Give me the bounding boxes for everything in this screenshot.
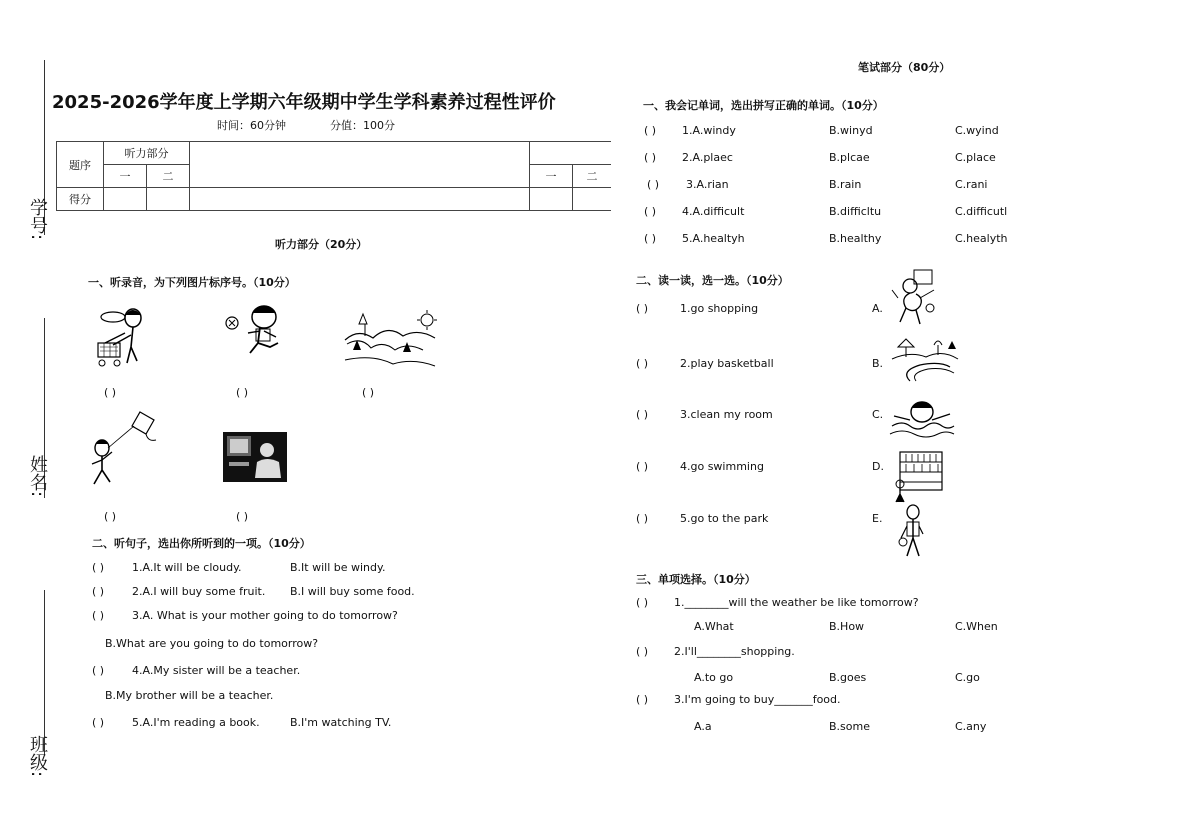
spell-item-5-c: C.healyth: [955, 232, 1008, 245]
girl-shopping-cart-picture: [95, 305, 157, 373]
student-name-label: 姓名:: [27, 455, 48, 498]
exam-title: 2025-2026学年度上学期六年级期中学生学科素养过程性评价: [52, 92, 556, 113]
match-item-3-paren[interactable]: ( ): [636, 408, 649, 421]
spell-item-5-b: B.healthy: [829, 232, 882, 245]
boy-playing-football-picture: [220, 303, 286, 359]
listen-item-2-paren[interactable]: ( ): [92, 585, 105, 598]
match-item-5-text: 5.go to the park: [680, 512, 769, 525]
spell-item-5-a: 5.A.healtyh: [682, 232, 745, 245]
choice-item-1-paren[interactable]: ( ): [636, 596, 649, 609]
listening-title: 听力部分（20分）: [275, 238, 368, 251]
spell-item-2-paren[interactable]: ( ): [644, 151, 657, 164]
spell-item-3-a: 3.A.rian: [686, 178, 729, 191]
spell-item-1-c: C.wyind: [955, 124, 999, 137]
match-item-1-paren[interactable]: ( ): [636, 302, 649, 315]
match-item-4-paren[interactable]: ( ): [636, 460, 649, 473]
match-item-2-text: 2.play basketball: [680, 357, 774, 370]
listen-item-4-b: B.My brother will be a teacher.: [105, 689, 274, 702]
match-option-e: E.: [872, 512, 883, 525]
exam-time: 时间：60分钟: [217, 119, 286, 132]
spell-item-4-a: 4.A.difficult: [682, 205, 745, 218]
spell-item-2-a: 2.A.plaec: [682, 151, 733, 164]
spell-item-3-c: C.rani: [955, 178, 988, 191]
choice-item-3-question: 3.I'm going to buy_______food.: [674, 693, 841, 706]
choice-item-1-c: C.When: [955, 620, 998, 633]
listening-part-header: 听力部分: [104, 142, 190, 165]
picture-answer-4[interactable]: ( ): [104, 510, 117, 523]
choice-item-3-b: B.some: [829, 720, 870, 733]
choice-item-2-question: 2.I'll________shopping.: [674, 645, 795, 658]
spell-item-3-paren[interactable]: ( ): [647, 178, 660, 191]
match-item-1-text: 1.go shopping: [680, 302, 759, 315]
listen-item-4-paren[interactable]: ( ): [92, 664, 105, 677]
listen-item-3-a: 3.A. What is your mother going to do tomorrow?: [132, 609, 398, 622]
col-2: 二: [147, 165, 190, 188]
blank-header-cell: [530, 142, 612, 165]
col-1: 一: [104, 165, 147, 188]
picture-answer-1[interactable]: ( ): [104, 386, 117, 399]
match-item-2-paren[interactable]: ( ): [636, 357, 649, 370]
choice-item-1-question: 1.________will the weather be like tomorrow?: [674, 596, 919, 609]
blank-cell: [190, 142, 530, 188]
choice-item-3-a: A.a: [694, 720, 712, 733]
choice-item-3-c: C.any: [955, 720, 987, 733]
match-option-b: B.: [872, 357, 884, 370]
match-item-4-text: 4.go swimming: [680, 460, 764, 473]
listen-item-2-b: B.I will buy some food.: [290, 585, 415, 598]
match-option-c: C.: [872, 408, 884, 421]
spell-item-4-c: C.difficutl: [955, 205, 1008, 218]
spell-item-2-b: B.plcae: [829, 151, 870, 164]
listen-item-1-a: 1.A.It will be cloudy.: [132, 561, 242, 574]
listen-item-5-a: 5.A.I'm reading a book.: [132, 716, 260, 729]
cleaning-room-picture: [890, 268, 940, 326]
swimming-picture: [888, 398, 956, 444]
watching-tv-picture: [223, 432, 287, 482]
choice-item-1-b: B.How: [829, 620, 865, 633]
listen-item-4-a: 4.A.My sister will be a teacher.: [132, 664, 301, 677]
written-section1-title: 一、我会记单词，选出拼写正确的单词。（10分）: [643, 99, 884, 112]
score-cell-2[interactable]: [147, 188, 190, 211]
spell-item-5-paren[interactable]: ( ): [644, 232, 657, 245]
written-section3-title: 三、单项选择。（10分）: [636, 573, 756, 586]
choice-item-2-b: B.goes: [829, 671, 867, 684]
park-scenery-picture: [343, 310, 438, 372]
score-cell-4[interactable]: [573, 188, 612, 211]
score-cell-1[interactable]: [104, 188, 147, 211]
listen-item-5-paren[interactable]: ( ): [92, 716, 105, 729]
spell-item-4-b: B.difficltu: [829, 205, 882, 218]
listen-item-1-paren[interactable]: ( ): [92, 561, 105, 574]
shopping-shelf-picture: [892, 450, 944, 504]
spell-item-3-b: B.rain: [829, 178, 862, 191]
score-cell-3[interactable]: [530, 188, 573, 211]
match-item-3-text: 3.clean my room: [680, 408, 773, 421]
picture-answer-3[interactable]: ( ): [362, 386, 375, 399]
park-picture: [890, 335, 960, 383]
choice-item-2-a: A.to go: [694, 671, 734, 684]
basketball-picture: [898, 504, 928, 560]
exam-score: 分值：100分: [330, 119, 395, 132]
row-header-order: 题序: [57, 142, 104, 188]
spell-item-2-c: C.place: [955, 151, 996, 164]
choice-item-3-paren[interactable]: ( ): [636, 693, 649, 706]
choice-item-2-paren[interactable]: ( ): [636, 645, 649, 658]
written-section2-title: 二、读一读，选一选。（10分）: [636, 274, 789, 287]
choice-item-1-a: A.What: [694, 620, 734, 633]
spell-item-4-paren[interactable]: ( ): [644, 205, 657, 218]
match-item-5-paren[interactable]: ( ): [636, 512, 649, 525]
score-table: [56, 141, 611, 211]
listening-section1-title: 一、听录音，为下列图片标序号。（10分）: [88, 276, 296, 289]
picture-answer-5[interactable]: ( ): [236, 510, 249, 523]
spell-item-1-b: B.winyd: [829, 124, 873, 137]
col-3: 一: [530, 165, 573, 188]
binding-line-bottom: [44, 590, 45, 755]
spell-item-1-paren[interactable]: ( ): [644, 124, 657, 137]
listen-item-2-a: 2.A.I will buy some fruit.: [132, 585, 266, 598]
spell-item-1-a: 1.A.windy: [682, 124, 736, 137]
row-header-score: 得分: [57, 188, 104, 211]
picture-answer-2[interactable]: ( ): [236, 386, 249, 399]
col-4: 二: [573, 165, 612, 188]
girl-flying-kite-picture: [88, 408, 160, 490]
listen-item-3-b: B.What are you going to do tomorrow?: [105, 637, 319, 650]
student-number-label: 学号:: [27, 198, 48, 241]
listen-item-1-b: B.It will be windy.: [290, 561, 386, 574]
listen-item-5-b: B.I'm watching TV.: [290, 716, 392, 729]
choice-item-2-c: C.go: [955, 671, 980, 684]
listen-item-3-paren[interactable]: ( ): [92, 609, 105, 622]
listening-section2-title: 二、听句子，选出你所听到的一项。（10分）: [92, 537, 311, 550]
written-title: 笔试部分（80分）: [858, 61, 951, 74]
score-cell-blank: [190, 188, 530, 211]
match-option-a: A.: [872, 302, 883, 315]
match-option-d: D.: [872, 460, 884, 473]
class-label: 班级:: [27, 735, 48, 778]
